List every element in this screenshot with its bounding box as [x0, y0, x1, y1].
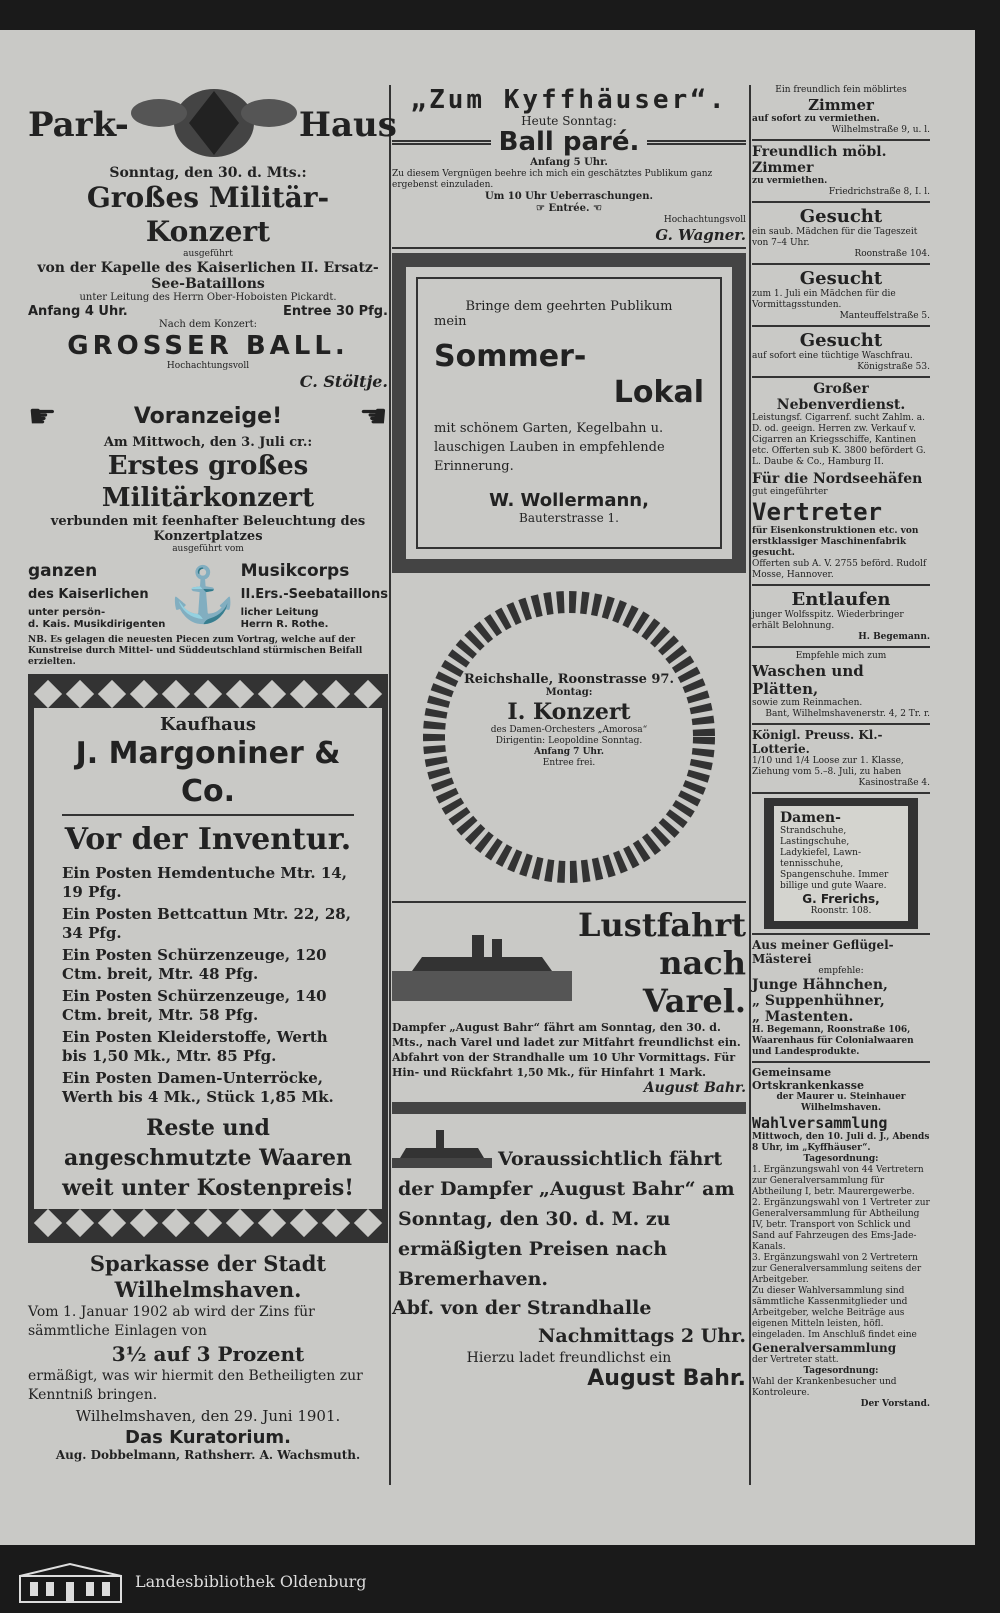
list-item: Ein Posten Hemdentuche Mtr. 14, 19 Pfg.: [62, 864, 347, 901]
intro-text: mein: [434, 314, 467, 329]
classified-signature: H. Begemann.: [858, 632, 930, 642]
entry-price: Entree frei.: [542, 758, 596, 768]
lustfahrt-destination: nach Varel.: [642, 944, 746, 1020]
sparkasse-board: Das Kuratorium.: [125, 1427, 291, 1448]
parkhaus-date: Sonntag, den 30. d. Mts.:: [109, 165, 307, 181]
under-label: unter persön-: [28, 607, 106, 618]
musikcorps-label: Musikcorps: [240, 561, 350, 581]
interest-rate: 3½ auf 3 Prozent: [111, 1342, 305, 1366]
lustfahrt-text: Dampfer „August Bahr“ fährt am Sonntag, den 30. d. Mts., nach Varel und ladet zur Mitfahrt freundlichst ein. Abfahrt von der Strandhalle um 10 Uhr Vormittags. Für Hin- und Rückfahrt 1,50 Mk., für Hinfahrt 1 Mark.: [392, 1021, 741, 1079]
pointing-hand-icon: ☛: [359, 397, 388, 435]
hand-icon: ☞: [536, 203, 549, 214]
band-name: von der Kapelle des Kaiserlichen II. Ersatz-See-Bataillons: [37, 260, 379, 292]
library-name[interactable]: Landesbibliothek Oldenburg: [135, 1572, 367, 1591]
start-time: Anfang 7 Uhr.: [533, 747, 605, 757]
concert-heading: I. Konzert: [507, 699, 631, 725]
list-item: Ein Posten Schürzenzeuge, 120 Ctm. breit, Mtr. 48 Pfg.: [62, 946, 327, 983]
parkhaus-headline: Großes Militär-Konzert: [86, 181, 330, 248]
damen-ad: [764, 798, 918, 929]
classified-address: Königstraße 53.: [857, 362, 930, 372]
classified-signature: Der Vorstand.: [860, 1399, 930, 1409]
bremerhaven-text: Voraussichtlich fährt der Dampfer „August Bahr“ am Sonntag, den 30. d. M. zu ermäßigten Preisen nach Bremerhaven.: [398, 1148, 735, 1290]
classified-text: Strandschuhe, Lastingschuhe, Ladykiefel, Lawn-tennisschuhe, Spangenschuhe. Immer billige und gute Waare.: [780, 826, 889, 891]
sommerlokal-ad: [392, 253, 746, 573]
classified-heading: Vertreter: [752, 498, 883, 526]
list-item: 1. Ergänzungswahl von 44 Vertretern zur Generalversammlung für Abtheilung I, betr. Maurergewerbe.: [752, 1165, 924, 1197]
owner-name: W. Wollermann,: [489, 490, 649, 511]
anchor-emblem-icon: ⚓: [169, 563, 237, 626]
sparkasse-names: Aug. Dobbelmann, Rathsherr. A. Wachsmuth.: [55, 1448, 361, 1462]
column-right: [752, 85, 930, 1410]
column-rule: [389, 85, 391, 1485]
signature: August Bahr.: [643, 1080, 746, 1096]
eagle-crest-icon: [129, 83, 299, 167]
kaufhaus-items: [62, 864, 354, 1107]
hand-icon: ☜: [589, 203, 602, 214]
imperial-label: des Kaiserlichen: [28, 587, 149, 602]
list-item: Ein Posten Damen-Unterröcke, Werth bis 4 Mk., Stück 1,85 Mk.: [62, 1069, 334, 1106]
classified-heading: Wahlversammlung: [752, 1114, 888, 1132]
library-building-icon: [18, 1562, 123, 1608]
classified-address: Wilhelmstraße 9, u. l.: [831, 125, 930, 135]
classified-heading: Gesucht: [799, 268, 883, 289]
signature: G. Wagner.: [655, 226, 746, 244]
entry-price: Entree 30 Pfg.: [283, 304, 388, 319]
parkhaus-ad: [28, 85, 397, 668]
kais-label: d. Kais. Musikdirigenten: [28, 619, 166, 630]
grand-ball: GROSSER BALL.: [67, 331, 349, 361]
list-item: „ Suppenhühner,: [752, 993, 885, 1009]
classified-address: Kasinostraße 4.: [858, 778, 930, 788]
list-item: Ein Posten Kleiderstoffe, Werth bis 1,50 Mk., Mtr. 85 Pfg.: [62, 1028, 328, 1065]
illumination: verbunden mit feenhafter Beleuchtung des Konzertplatzes: [50, 514, 366, 544]
classified-text: zu vermiethen.: [752, 176, 828, 186]
whole-label: ganzen: [28, 561, 98, 581]
reichshalle-ad: [392, 577, 746, 897]
sparkasse-text: Vom 1. Januar 1902 ab wird der Zins für sämmtliche Einlagen von: [28, 1304, 315, 1339]
classified-text: Zu dieser Wahlversammlung sind sämmtliche Kassenmitglieder und Arbeitgeber, welche Beiträge aus eigenen Mitteln leisten, höfl. eingeladen. Im Anschluß findet eine: [752, 1286, 917, 1340]
column-middle: [392, 85, 746, 1395]
start-time: Anfang 5 Uhr.: [530, 157, 608, 168]
leitung-label: licher Leitung: [240, 607, 319, 618]
sommerlokal-text: mit schönem Garten, Kegelbahn u. lauschigen Lauben in empfehlende Erinnerung.: [434, 421, 665, 474]
column-left: [28, 85, 397, 1466]
library-footer: [0, 1552, 1000, 1613]
owner-address: Bauterstrasse 1.: [519, 511, 619, 525]
kaufhaus-headline: Vor der Inventur.: [64, 822, 352, 857]
sparkasse-ad: [28, 1251, 388, 1462]
nb-note: NB. Es gelagen die neuesten Piecen zum Vortrag, welche auf der Kunstreise durch Mittel- und Süddeutschland stürmischen Beifall erzielten.: [28, 635, 363, 667]
kaufhaus-closing: Reste und angeschmutzte Waaren weit unter Kostenpreis!: [62, 1115, 354, 1201]
parkhaus-title-right: Haus: [298, 105, 397, 145]
agenda-heading: Tagesordnung:: [803, 1154, 879, 1164]
shop-name: G. Frerichs,: [802, 892, 880, 906]
classified-heading: Gesucht: [799, 206, 883, 227]
invite-text: Zu diesem Vergnügen beehre ich mich ein geschätztes Publikum ganz ergebenst einzuladen.: [392, 169, 713, 190]
classified-heading: Königl. Preuss. Kl.-Lotterie.: [752, 728, 883, 756]
regards: Hochachtungsvoll: [663, 215, 746, 225]
preview-date: Am Mittwoch, den 3. Juli cr.:: [103, 435, 313, 450]
invite-text: Hierzu ladet freundlichst ein: [466, 1350, 672, 1366]
today-label: Heute Sonntag:: [521, 114, 617, 128]
kaufhaus-label: Kaufhaus: [159, 714, 257, 735]
kaufhaus-ad: [28, 674, 388, 1243]
classified-text: der Vertreter statt.: [752, 1355, 839, 1365]
performed-label: ausgeführt: [183, 249, 233, 259]
list-item: Junge Hähnchen,: [752, 977, 888, 993]
list-item: 2. Ergänzungswahl von 1 Vertreter zur Generalversammlung für Abtheilung IV, betr. Transport von Schlick und Sand auf Fahrzeugen des Ems-Jade-Kanals.: [752, 1198, 930, 1252]
classified-text: 1/10 und 1/4 Loose zur 1. Klasse, Ziehung vom 5.–8. Juli, zu haben: [752, 756, 904, 777]
sparkasse-text: ermäßigt, was wir hiermit den Betheiligten zur Kenntniß bringen.: [28, 1368, 363, 1403]
newspaper-page: [0, 30, 975, 1545]
lustfahrt-ad: [392, 906, 746, 1096]
list-item: Ein Posten Schürzenzeuge, 140 Ctm. breit, Mtr. 58 Pfg.: [62, 987, 327, 1024]
classified-heading: Freundlich möbl. Zimmer: [752, 144, 887, 176]
classified-address: Bant, Wilhelmshavenerstr. 4, 2 Tr. r.: [765, 709, 930, 719]
performed-by: ausgeführt vom: [172, 544, 244, 554]
departure: Abf. von der Strandhalle: [392, 1297, 652, 1319]
kyffhaeuser-ad: [392, 85, 746, 249]
preview-heading: Voranzeige!: [133, 403, 283, 429]
classified-text: Mittwoch, den 10. Juli d. J., Abends 8 Uhr, im „Kyffhäuser“.: [752, 1132, 930, 1153]
classified-signature: H. Begemann, Roonstraße 106, Waarenhaus für Colonialwaaren und Landesprodukte.: [752, 1025, 914, 1057]
classified-address: Roonstraße 104.: [854, 249, 930, 259]
classified-text: sowie zum Reinmachen.: [752, 698, 863, 708]
classified-text: empfehle:: [818, 966, 864, 976]
kyffhaeuser-title: „Zum Kyffhäuser“.: [410, 85, 728, 115]
classified-text: auf sofort zu vermiethen.: [752, 114, 880, 124]
classified-heading: Waschen und Plätten,: [752, 662, 864, 698]
sommer-title: Sommer-: [434, 339, 587, 374]
classified-heading: Gesucht: [799, 330, 883, 351]
classified-text: Ein freundlich fein möblirtes: [775, 85, 907, 95]
lustfahrt-title: Lustfahrt: [578, 906, 746, 944]
classified-text: Empfehle mich zum: [795, 651, 887, 661]
battalion-label: II.Ers.-Seebataillons: [240, 587, 388, 602]
entree-line: [392, 203, 746, 215]
diamond-border: [34, 1209, 382, 1237]
classified-address: Friedrichstraße 8, I. l.: [828, 187, 930, 197]
conductor-name: Herrn R. Rothe.: [240, 619, 329, 630]
classified-text: zum 1. Juli ein Mädchen für die Vormittagsstunden.: [752, 289, 896, 310]
regards: Hochachtungsvoll: [166, 361, 250, 371]
column-rule: [749, 85, 751, 1485]
steamship-icon: [392, 921, 572, 1005]
classified-heading: Gemeinsame Ortskrankenkasse: [752, 1066, 864, 1092]
pointing-hand-icon: ☛: [28, 397, 57, 435]
bar-rule: [392, 1102, 746, 1114]
classified-address: Roonstr. 108.: [810, 906, 872, 916]
classified-text: auf sofort eine tüchtige Waschfrau.: [752, 351, 913, 361]
classified-heading: Aus meiner Geflügel-Mästerei: [752, 938, 894, 966]
classified-text: ein saub. Mädchen für die Tageszeit von 7–4 Uhr.: [752, 227, 918, 248]
classified-heading: Zimmer: [808, 96, 874, 114]
list-item: 3. Ergänzungswahl von 2 Vertretern zur Generalversammlung seitens der Arbeitgeber.: [752, 1253, 922, 1285]
diamond-border: [34, 680, 382, 708]
kaufhaus-name: J. Margoniner & Co.: [75, 736, 341, 809]
rule-decoration: [647, 140, 746, 145]
classified-text: Leistungsf. Cigarrenf. sucht Zahlm. a. D. od. geeign. Herren zw. Verkauf v. Cigarren an Kriegsschiffe, Kantinen etc. Offerten sub K. 3800 befördert G. L. Daube & Co., Hamburg II.: [752, 413, 926, 467]
signature: August Bahr.: [587, 1366, 746, 1391]
classified-text: Wahl der Krankenbesucher und Kontroleure.: [752, 1377, 897, 1398]
venue: Reichshalle, Roonstrasse 97.: [463, 672, 675, 687]
surprise-text: Um 10 Uhr Ueberraschungen.: [484, 191, 653, 202]
classified-heading: Generalversammlung: [752, 1341, 897, 1355]
departure-time: Nachmittags 2 Uhr.: [538, 1325, 746, 1347]
agenda-heading: Tagesordnung:: [803, 1366, 879, 1376]
bremerhaven-ad: [392, 1120, 746, 1391]
classified-address: Manteuffelstraße 5.: [839, 311, 930, 321]
classified-heading: Damen-: [780, 810, 841, 826]
rule-decoration: [392, 140, 491, 145]
intro-text: Bringe dem geehrten Publikum: [465, 299, 673, 314]
parkhaus-title-left: Park-: [28, 105, 129, 145]
signature: C. Stöltje.: [299, 372, 388, 391]
classified-text: für Eisenkonstruktionen etc. von erstklassiger Maschinenfabrik gesucht.: [752, 526, 919, 558]
conductor: Dirigentin: Leopoldine Sonntag.: [495, 736, 643, 746]
orchestra: des Damen-Orchesters „Amorosa“: [490, 725, 648, 735]
classified-heading: Großer Nebenverdienst.: [776, 381, 906, 413]
sparkasse-title: Sparkasse der Stadt Wilhelmshaven.: [89, 1251, 327, 1302]
start-time: Anfang 4 Uhr.: [28, 304, 128, 319]
sparkasse-date: Wilhelmshaven, den 29. Juni 1901.: [75, 1407, 341, 1425]
classified-text: Offerten sub A. V. 2755 beförd. Rudolf Mosse, Hannover.: [752, 559, 927, 580]
ball-heading: Ball paré.: [498, 127, 640, 157]
list-item: Ein Posten Bettcattun Mtr. 22, 28, 34 Pfg.: [62, 905, 351, 942]
after-concert: Nach dem Konzert:: [159, 319, 257, 330]
entree-label: Entrée.: [548, 203, 590, 214]
classified-text: junger Wolfsspitz. Wiederbringer erhält Belohnung.: [752, 610, 904, 631]
classified-heading: Entlaufen: [791, 589, 891, 610]
day-label: Montag:: [545, 687, 593, 698]
list-item: „ Mastenten.: [752, 1009, 854, 1025]
classified-heading: Für die Nordseehäfen: [752, 471, 923, 487]
band-leader: unter Leitung des Herrn Ober-Hoboisten Pickardt.: [79, 292, 337, 303]
lokal-title: Lokal: [613, 375, 704, 410]
concert2-headline: Erstes großes Militärkonzert: [101, 451, 315, 513]
classified-text: gut eingeführter: [752, 487, 828, 497]
classified-text: der Maurer u. Steinhauer Wilhelmshaven.: [776, 1092, 906, 1113]
